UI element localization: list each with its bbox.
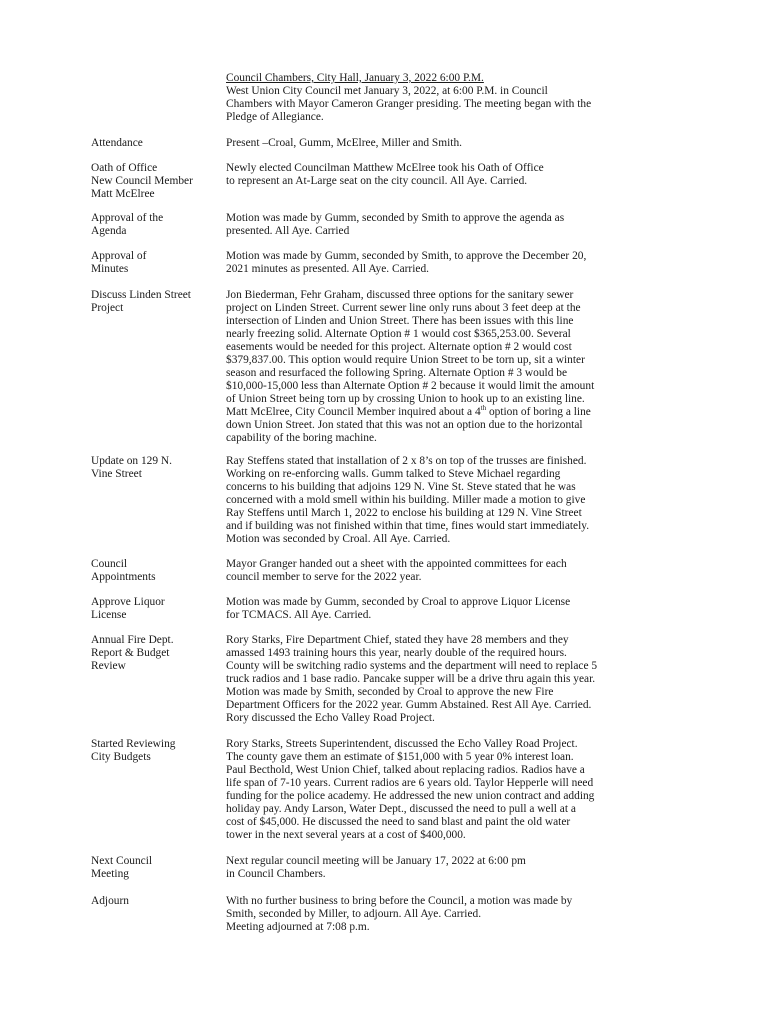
- section-label: Approval of the Agenda: [91, 212, 164, 237]
- section-text: Motion was made by Gumm, seconded by Smith, to approve the December 20, 2021 minutes as presented. All Aye. Carried.: [226, 250, 587, 275]
- section-text: Mayor Granger handed out a sheet with the appointed committees for each council member to serve for the 2022 year.: [226, 558, 567, 583]
- section-text: Newly elected Councilman Matthew McElree took his Oath of Office to represent an At-Large seat on the city council. All Aye. Carried.: [226, 162, 544, 187]
- section-label: Attendance: [91, 137, 143, 149]
- section-text: With no further business to bring before the Council, a motion was made by Smith, seconded by Miller, to adjourn. All Aye. Carried. Meeting adjourned at 7:08 p.m.: [226, 895, 573, 933]
- section-text: Motion was made by Gumm, seconded by Croal to approve Liquor License for TCMACS. All Aye. Carried.: [226, 596, 571, 621]
- section-label: Update on 129 N. Vine Street: [91, 455, 172, 480]
- section-text-part: Jon Biederman, Fehr Graham, discussed three options for the sanitary sewer project on Linden Street. Current sewer line only runs about 3 feet deep at the intersection of Linden and Union Street. There has been issues with this line nearly freezing solid. Alternate Option # 1 would cost $365,253.00. Several easements would be needed for this project. Alternate option # 2 would cost $379,837.00. This option would require Union Street to be torn up, sit a winter season and resurfaced the following Spring. Alternate Option # 3 would be $10,000-15,000 less than Alternate Option # 2 because it would limit the amount of Union Street being torn up by crossing Union to hook up to an existing line. Matt McElree, City Council Member inquired about a 4: [226, 289, 595, 418]
- section-text: [226, 289, 696, 445]
- section-text: Rory Starks, Fire Department Chief, stated they have 28 members and they amassed 1493 training hours this year, nearly double of the required hours. County will be switching radio systems and the department will need to replace 5 truck radios and 1 base radio. Pancake supper will be a drive thru again this year. Motion was made by Smith, seconded by Croal to approve the new Fire Department Officers for the 2022 year. Gumm Abstained. Rest All Aye. Carried. Rory discussed the Echo Valley Road Project.: [226, 634, 598, 724]
- meeting-title: Council Chambers, City Hall, January 3, 2022 6:00 P.M.: [226, 72, 484, 84]
- section-label: Annual Fire Dept. Report & Budget Review: [91, 634, 174, 672]
- meeting-heading: [226, 72, 696, 124]
- section-label: Adjourn: [91, 895, 129, 907]
- section-label: Council Appointments: [91, 558, 156, 583]
- section-text: Next regular council meeting will be January 17, 2022 at 6:00 pm in Council Chambers.: [226, 855, 526, 880]
- section-text: Ray Steffens stated that installation of 2 x 8’s on top of the trusses are finished. Working on re-enforcing walls. Gumm talked to Steve Michael regarding concerns to his building that adjoins 129 N. Vine St. Steve stated that he was concerned with a mold smell within his building. Miller made a motion to give Ray Steffens until March 1, 2022 to enclose his building at 129 N. Vine Street and if building was not finished within that time, fines would start immediately. Motion was seconded by Croal. All Aye. Carried.: [226, 455, 590, 545]
- section-label: Next Council Meeting: [91, 855, 153, 880]
- section-text: Motion was made by Gumm, seconded by Smith to approve the agenda as presented. All Aye. Carried: [226, 212, 565, 237]
- section-label: Approve Liquor License: [91, 596, 165, 621]
- ordinal-suffix: th: [480, 404, 487, 412]
- section-text: Present –Croal, Gumm, McElree, Miller and Smith.: [226, 137, 462, 149]
- section-text-part: option of boring a line down Union Street. Jon stated that this was not an option due to the horizontal capability of the boring machine.: [226, 406, 591, 444]
- section-text: Rory Starks, Streets Superintendent, discussed the Echo Valley Road Project. The county gave them an estimate of $151,000 with 5 year 0% interest loan. Paul Becthold, West Union Chief, talked about replacing radios. Radios have a life span of 7-10 years. Current radios are 6 years old. Taylor Hepperle will need funding for the police academy. He addressed the new union contract and adding holiday pay. Andy Larson, Water Dept., discussed the need to pull a well at a cost of $45,000. He discussed the need to sand blast and paint the old water tower in the next several years at a cost of $400,000.: [226, 738, 595, 841]
- section-label: Oath of Office New Council Member Matt McElree: [91, 162, 193, 200]
- section-label: Approval of Minutes: [91, 250, 147, 275]
- meeting-intro: West Union City Council met January 3, 2022, at 6:00 P.M. in Council Chambers with Mayor Cameron Granger presiding. The meeting began with the Pledge of Allegiance.: [226, 85, 592, 123]
- section-label: Started Reviewing City Budgets: [91, 738, 176, 763]
- section-label: Discuss Linden Street Project: [91, 289, 191, 314]
